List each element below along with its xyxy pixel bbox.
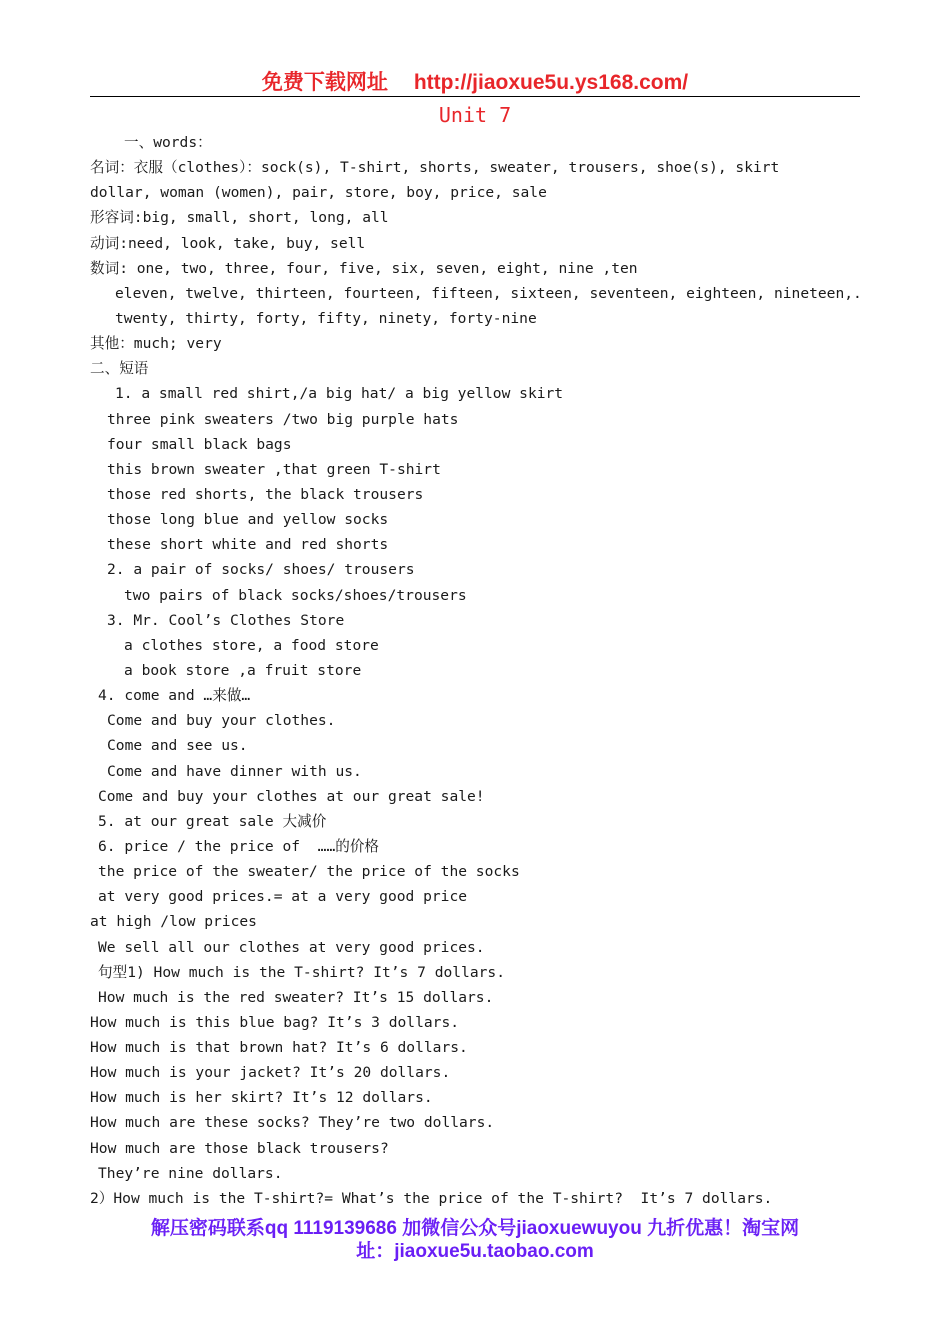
text-line: 数词: one, two, three, four, five, six, seven, eight, nine ,ten: [90, 259, 638, 277]
text-line: these short white and red shorts: [107, 536, 389, 554]
text-line: Come and buy your clothes at our great sale!: [98, 787, 485, 805]
text-line: 1. a small red shirt,/a big hat/ a big yellow skirt: [115, 385, 564, 403]
text-line: at high /low prices: [90, 913, 257, 931]
section-words-heading: 一、words：: [124, 134, 212, 151]
footer-contact-line: 解压密码联系qq 1119139686 加微信公众号jiaoxuewuyou 九折优惠！淘宝网: [150, 1218, 800, 1239]
text-line: four small black bags: [107, 435, 292, 453]
text-line: dollar, woman (women), pair, store, boy, price, sale: [90, 184, 547, 202]
section-phrases-heading: 二、短语: [90, 360, 149, 378]
text-line: 6. price / the price of ……的价格: [98, 837, 380, 855]
page-header: [90, 66, 860, 97]
text-line: 形容词:big, small, short, long, all: [90, 209, 389, 227]
text-line: 2）How much is the T-shirt?= What’s the price of the T-shirt? It’s 7 dollars.: [90, 1189, 773, 1207]
footer-shop-url[interactable]: 址：jiaoxue5u.taobao.com: [356, 1241, 594, 1262]
text-line: How much is this blue bag? It’s 3 dollars.: [90, 1013, 460, 1031]
text-line: 2. a pair of socks/ shoes/ trousers: [107, 561, 415, 579]
text-line: 5. at our great sale 大减价: [98, 812, 327, 830]
text-line: 句型1) How much is the T-shirt? It’s 7 dollars.: [98, 963, 505, 981]
text-line: this brown sweater ,that green T-shirt: [107, 460, 441, 478]
text-line: the price of the sweater/ the price of the socks: [98, 863, 520, 881]
text-line: at very good prices.= at a very good price: [98, 888, 468, 906]
text-line: How much is that brown hat? It’s 6 dollars.: [90, 1039, 468, 1057]
text-line: those long blue and yellow socks: [107, 511, 389, 529]
text-line: those red shorts, the black trousers: [107, 485, 424, 503]
document-body: [90, 130, 870, 1211]
text-line: twenty, thirty, forty, fifty, ninety, forty-nine: [115, 309, 537, 327]
text-line: How much is your jacket? It’s 20 dollars.: [90, 1064, 451, 1082]
text-line: 3. Mr. Cool’s Clothes Store: [107, 611, 345, 629]
text-line: How much are these socks? They’re two dollars.: [90, 1114, 495, 1132]
text-line: 4. come and …来做…: [98, 687, 251, 705]
text-line: 其他：much; very: [90, 335, 222, 353]
text-line: Come and buy your clothes.: [107, 712, 336, 730]
header-url-link[interactable]: http://jiaoxue5u.ys168.com/: [413, 71, 689, 94]
text-line: 动词:need, look, take, buy, sell: [90, 234, 366, 252]
page-footer: [90, 1217, 860, 1263]
text-line: Come and have dinner with us.: [107, 762, 362, 780]
text-line: eleven, twelve, thirteen, fourteen, fifteen, sixteen, seventeen, eighteen, nineteen,.: [115, 284, 862, 302]
header-label: 免费下载网址: [261, 71, 388, 94]
text-line: two pairs of black socks/shoes/trousers: [124, 586, 467, 604]
text-line: How much is her skirt? It’s 12 dollars.: [90, 1089, 433, 1107]
text-line: a book store ,a fruit store: [124, 661, 362, 679]
text-line: Come and see us.: [107, 737, 248, 755]
text-line: They’re nine dollars.: [98, 1164, 283, 1182]
text-line: 名词：衣服（clothes）：sock(s), T-shirt, shorts, sweater, trousers, shoe(s), skirt: [90, 159, 780, 177]
text-line: How much is the red sweater? It’s 15 dollars.: [98, 988, 494, 1006]
text-line: a clothes store, a food store: [124, 636, 379, 654]
text-line: We sell all our clothes at very good prices.: [98, 938, 485, 956]
text-line: How much are those black trousers?: [90, 1139, 389, 1157]
text-line: three pink sweaters /two big purple hats: [107, 410, 459, 428]
page-title: Unit 7: [438, 103, 512, 127]
